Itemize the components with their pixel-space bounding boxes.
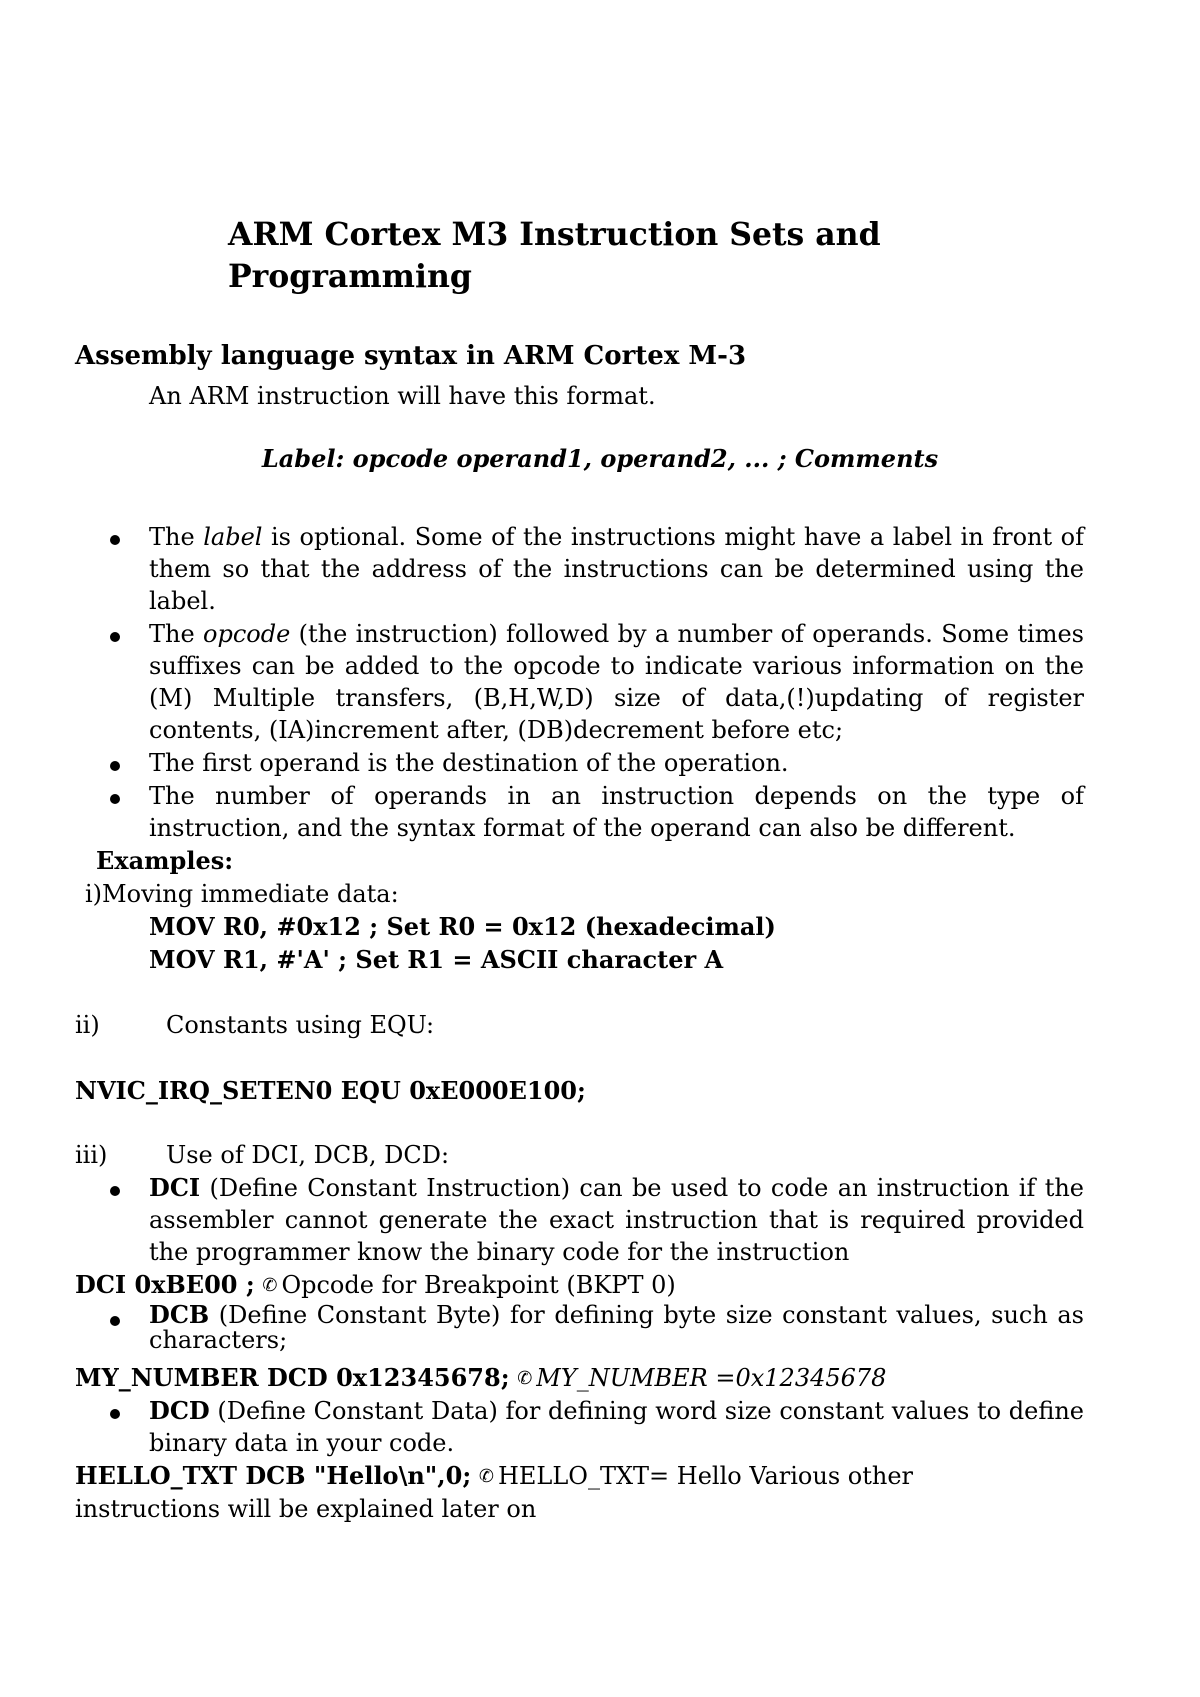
dcd-comment: MY_NUMBER =0x12345678 <box>536 1364 887 1392</box>
code-mov-r1: MOV R1, #'A' ; Set R1 = ASCII character A <box>149 945 724 974</box>
bullet-label-pre: The <box>149 523 204 551</box>
title-line-1: ARM Cortex M3 Instruction Sets and <box>228 216 881 253</box>
dcb-term: DCB <box>149 1300 210 1329</box>
bullet-icon <box>110 535 120 545</box>
examples-heading: Examples: <box>96 846 234 875</box>
bullet-opcode-term: opcode <box>203 620 291 648</box>
dci-description: (Define Constant Instruction) can be used to code an instruction if the assembler cannot generate the exact instruction that is required provided the programmer know the binary code for the instruction <box>149 1174 1084 1266</box>
dcd-term: DCD <box>149 1396 210 1425</box>
code-equ: NVIC_IRQ_SETEN0 EQU 0xE000E100; <box>75 1076 586 1105</box>
closing-text: instructions will be explained later on <box>75 1495 537 1523</box>
bullet-dcd <box>149 1395 1084 1459</box>
bullet-icon <box>110 632 120 642</box>
dcd-code: MY_NUMBER DCD 0x12345678; <box>75 1363 510 1392</box>
dci-code: DCI 0xBE00 ; <box>75 1270 255 1299</box>
comment-symbol-icon: ✆ <box>517 1368 533 1389</box>
hello-code: HELLO_TXT DCB "Hello\n",0; <box>75 1461 472 1490</box>
bullet-icon <box>110 1409 120 1419</box>
bullet-icon <box>110 794 120 804</box>
hello-comment: HELLO_TXT= Hello Various other <box>497 1462 914 1490</box>
bullet-dcb <box>149 1302 1084 1353</box>
example-2-label: Constants using EQU: <box>166 1011 435 1039</box>
bullet-dci <box>149 1172 1084 1268</box>
comment-symbol-icon: ✆ <box>478 1466 494 1487</box>
instruction-format: Label: opcode operand1, operand2, ... ; Comments <box>261 444 939 473</box>
bullet-opcode <box>149 618 1084 746</box>
bullet-label <box>149 521 1084 617</box>
code-mov-r0: MOV R0, #0x12 ; Set R0 = 0x12 (hexadecimal) <box>149 912 776 941</box>
dci-code-line <box>75 1269 676 1302</box>
example-3-label: Use of DCI, DCB, DCD: <box>166 1141 450 1169</box>
title-line-2: Programming <box>228 258 472 295</box>
dci-comment: Opcode for Breakpoint (BKPT 0) <box>281 1271 676 1299</box>
example-3-number: iii) <box>75 1141 108 1169</box>
dcb-description: (Define Constant Byte) for defining byte size constant values, such as characters; <box>149 1301 1084 1354</box>
bullet-label-post: is optional. Some of the instructions might have a label in front of them so that the address of the instructions can be determined using the label. <box>149 523 1084 615</box>
bullet-icon <box>110 1186 120 1196</box>
bullet-icon <box>110 761 120 771</box>
bullet-label-term: label <box>203 523 263 551</box>
comment-symbol-icon: ✆ <box>262 1275 278 1296</box>
bullet-operand-count: The number of operands in an instruction depends on the type of instruction, and the syntax format of the operand can also be different. <box>149 782 1084 842</box>
example-1-label: i)Moving immediate data: <box>85 880 399 908</box>
hello-code-line <box>75 1460 913 1493</box>
intro-text: An ARM instruction will have this format. <box>149 382 656 410</box>
bullet-opcode-pre: The <box>149 620 204 648</box>
bullet-first-operand: The first operand is the destination of the operation. <box>149 749 789 777</box>
section-heading: Assembly language syntax in ARM Cortex M-3 <box>75 341 747 371</box>
dcd-description: (Define Constant Data) for defining word size constant values to define binary data in your code. <box>149 1397 1084 1457</box>
page-title <box>228 214 881 298</box>
dcd-code-line <box>75 1362 886 1395</box>
dci-term: DCI <box>149 1173 201 1202</box>
example-2-number: ii) <box>75 1011 100 1039</box>
bullet-icon <box>110 1316 120 1326</box>
bullet-opcode-post: (the instruction) followed by a number of operands. Some times suffixes can be added to the opcode to indicate various information on the (M) Multiple transfers, (B,H,W,D) size of data,(!)updating of register contents, (IA)increment after, (DB)decrement before etc; <box>149 620 1084 744</box>
